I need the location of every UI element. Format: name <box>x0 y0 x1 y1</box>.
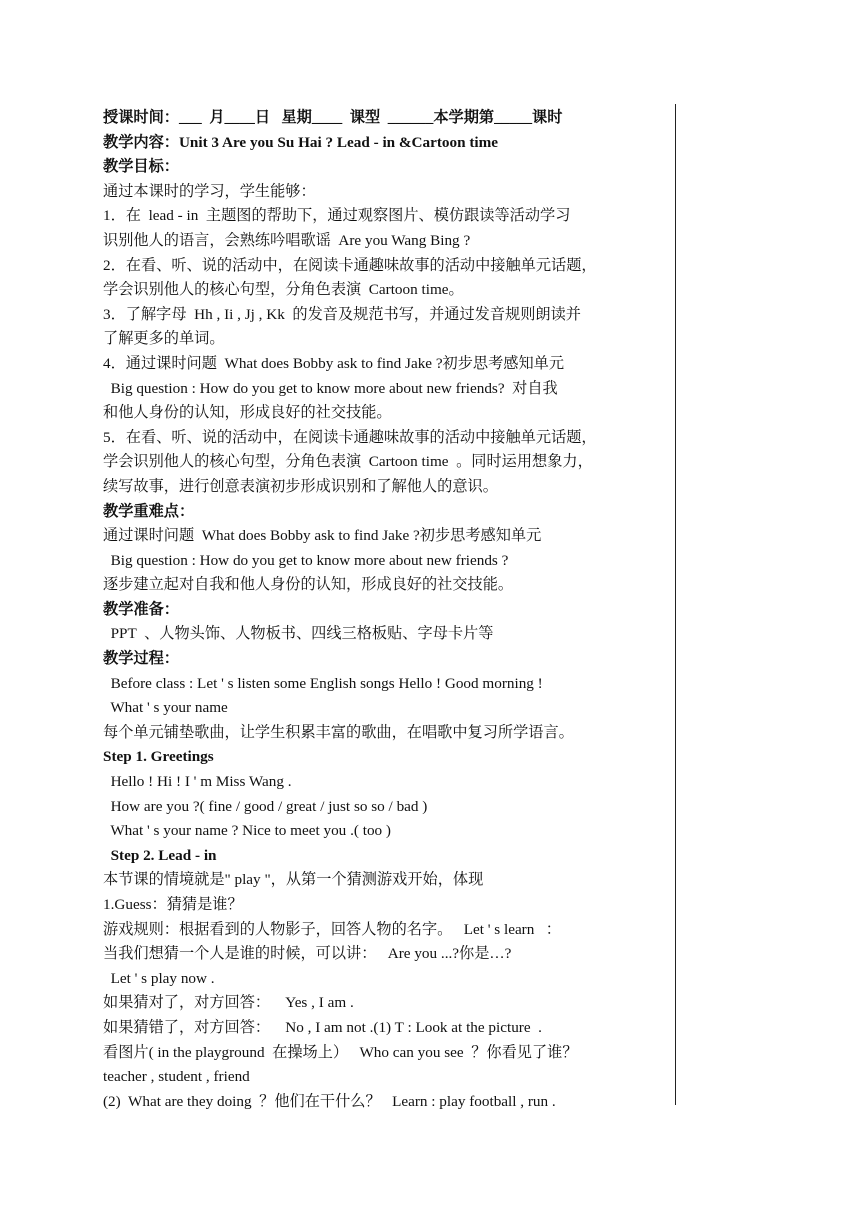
document-line: 如果猜错了，对方回答： No , I am not .(1) T : Look at the picture . <box>103 1018 542 1036</box>
document-line: Step 2. Lead - in <box>103 846 217 864</box>
document-line: 1．在 lead - in 主题图的帮助下，通过观察图片、模仿跟读等活动学习 <box>103 207 571 225</box>
document-line: (2) What are they doing ？他们在干什么？ Learn : play football , run . <box>103 1092 556 1110</box>
document-line: 教学重难点： <box>103 502 195 520</box>
document-line: Big question : How do you get to know more about new friends? 对自我 <box>103 379 558 397</box>
document-line: 看图片( in the playground 在操场上） Who can you see ？你看见了谁？ <box>103 1043 578 1061</box>
table-border-line <box>675 104 676 1105</box>
document-line: 教学准备： <box>103 600 179 618</box>
document-line: 通过本课时的学习，学生能够： <box>103 182 316 200</box>
document-line: 续写故事，进行创意表演初步形成识别和了解他人的意识。 <box>103 477 498 495</box>
document-line: 1.Guess：猜猜是谁？ <box>103 896 243 913</box>
document-line: 识别他人的语言，会熟练吟唱歌谣 Are you Wang Bing ? <box>103 231 471 249</box>
document-line: How are you ?( fine / good / great / just so so / bad ) <box>103 797 428 815</box>
document-body <box>103 106 673 1114</box>
document-line: 逐步建立起对自我和他人身份的认知，形成良好的社交技能。 <box>103 576 514 594</box>
document-line: 2．在看、听、说的活动中，在阅读卡通趣味故事的活动中接触单元话题， <box>103 256 597 274</box>
document-line: 学会识别他人的核心句型，分角色表演 Cartoon time。 <box>103 281 464 299</box>
document-line: 如果猜对了，对方回答： Yes , I am . <box>103 994 354 1012</box>
document-line: Big question : How do you get to know more about new friends ? <box>103 551 509 569</box>
document-line: Let ' s play now . <box>103 969 215 987</box>
document-line: 3．了解字母 Hh , Ii , Jj , Kk 的发音及规范书写，并通过发音规则朗读并 <box>103 305 581 323</box>
document-line: 学会识别他人的核心句型，分角色表演 Cartoon time 。同时运用想象力， <box>103 453 593 471</box>
document-line: What ' s your name ? Nice to meet you .( too ) <box>103 822 391 840</box>
document-line: 4．通过课时问题 What does Bobby ask to find Jake ?初步思考感知单元 <box>103 354 565 372</box>
document-line: 游戏规则：根据看到的人物影子，回答人物的名字。 Let ' s learn ： <box>103 920 561 938</box>
document-line: Before class : Let ' s listen some English songs Hello ! Good morning ! <box>103 674 543 692</box>
document-line: Hello ! Hi ! I ' m Miss Wang . <box>103 773 292 791</box>
document-line: 每个单元铺垫歌曲，让学生积累丰富的歌曲，在唱歌中复习所学语言。 <box>103 723 574 741</box>
document-line: 本节课的情境就是" play "，从第一个猜测游戏开始，体现 <box>103 871 484 889</box>
document-line: teacher , student , friend <box>103 1068 250 1086</box>
document-line: PPT 、人物头饰、人物板书、四线三格板贴、字母卡片等 <box>103 625 494 643</box>
document-line: 通过课时问题 What does Bobby ask to find Jake ?初步思考感知单元 <box>103 527 542 545</box>
document-line: What ' s your name <box>103 699 228 717</box>
document-line: 和他人身份的认知，形成良好的社交技能。 <box>103 404 392 422</box>
document-line: 授课时间：___ 月____日 星期____ 课型 ______本学期第_____课时 <box>103 109 563 126</box>
document-line: 教学内容：Unit 3 Are you Su Hai ? Lead - in &Cartoon time <box>103 133 499 151</box>
document-line: 当我们想猜一个人是谁的时候，可以讲： Are you ...?你是…? <box>103 945 512 963</box>
document-line: 5．在看、听、说的活动中，在阅读卡通趣味故事的活动中接触单元话题， <box>103 428 597 446</box>
document-line: 教学目标： <box>103 158 179 176</box>
document-line: 教学过程： <box>103 650 179 668</box>
document-line: 了解更多的单词。 <box>103 330 225 348</box>
document-line: Step 1. Greetings <box>103 748 214 766</box>
